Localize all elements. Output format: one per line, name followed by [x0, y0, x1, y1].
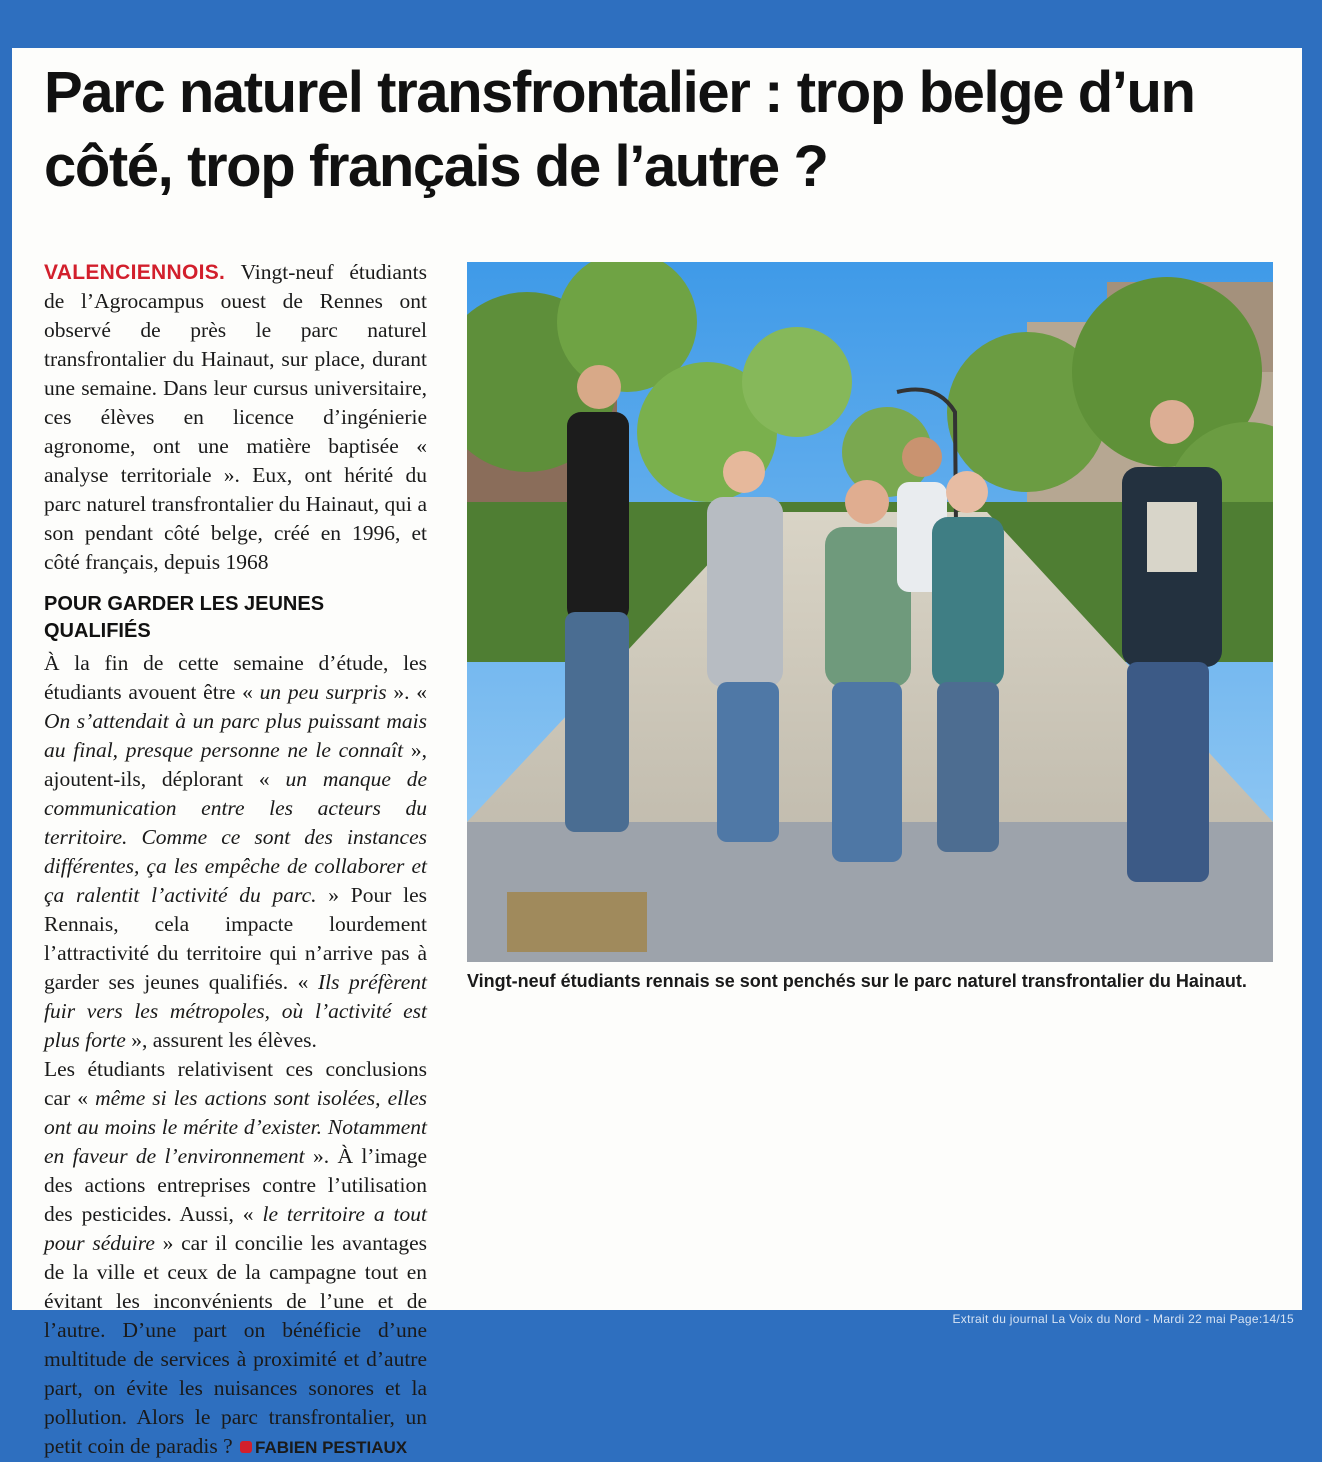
- students-group-photo: [467, 262, 1273, 962]
- byline-bullet-icon: [240, 1441, 252, 1453]
- source-footer: Extrait du journal La Voix du Nord - Mardi 22 mai Page:14/15: [952, 1312, 1294, 1326]
- subhead: POUR GARDER LES JEUNES QUALIFIÉS: [44, 593, 325, 642]
- paragraph-3: Les étudiants relativisent ces conclusions car « même si les actions sont isolées, elles ont au moins le mérite d’exister. Notamment en faveur de l’environnement ». À l’image des actions entreprises contre l’utilisation des pesticides. Aussi, « le territoire a tout pour séduire » car il concilie les avantages de la ville et ceux de la campagne tout en évitant les inconvénients de l’une et de l’autre. D’une part on bénéficie d’une multitude de services à proximité et d’autre part, on évite les nuisances sonores et la pollution. Alors le parc transfrontalier, un petit coin de paradis ? FABIEN PESTIAUX: [44, 1057, 427, 1458]
- paragraph-2: À la fin de cette semaine d’étude, les étudiants avouent être « un peu surpris ». « On s’attendait à un parc plus puissant mais au final, presque personne ne le connaît », ajoutent-ils, déplorant « un manque de communication entre les acteurs du territoire. Comme ce sont des instances différentes, ça les empêche de collaborer et ça ralentit l’activité du parc. » Pour les Rennais, cela impacte lourdement l’attractivité du territoire qui n’arrive pas à garder ses jeunes qualifiés. « Ils préfèrent fuir vers les métropoles, où l’activité est plus forte », assurent les élèves.: [44, 651, 428, 1052]
- lead-text: Vingt-neuf étudiants de l’Agrocampus ouest de Rennes ont observé de près le parc naturel transfrontalier du Hainaut, sur place, durant une semaine. Dans leur cursus universitaire, ces élèves en licence d’ingénierie agronome, ont une matière baptisée « analyse territoriale ». Eux, ont hérité du parc naturel transfrontalier du Hainaut, qui a son pendant côté belge, créé en 1996, et côté français, depuis 1968: [44, 260, 427, 574]
- photo-caption: Vingt-neuf étudiants rennais se sont penchés sur le parc naturel transfrontalier du Hainaut.: [467, 971, 1247, 991]
- article-photo: [467, 262, 1273, 962]
- article-column-2: [470, 1054, 850, 1083]
- headline: Parc naturel transfrontalier : trop belge d’un côté, trop français de l’autre ?: [44, 60, 1195, 199]
- kicker: VALENCIENNOIS.: [44, 261, 226, 284]
- author-byline: FABIEN PESTIAUX: [255, 1438, 408, 1457]
- article-column-1: [44, 258, 427, 1462]
- lead-paragraph: [44, 258, 427, 577]
- column-2-text: [470, 1054, 850, 1083]
